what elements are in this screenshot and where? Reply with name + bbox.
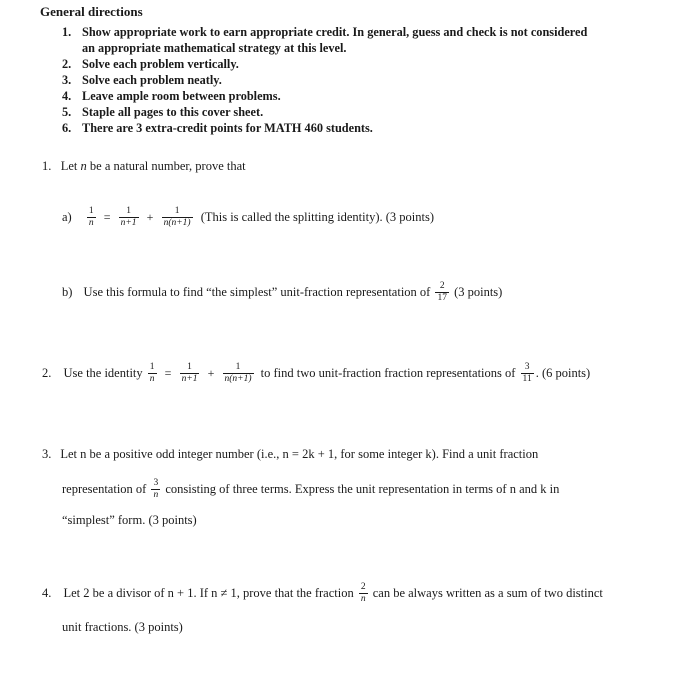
direction-item: 1. Show appropriate work to earn appropriate credit. In general, guess and check is not considered (62, 25, 588, 39)
fraction: $\frac{1}{n(n+1)}$ (163, 206, 191, 228)
page-heading: General directions (40, 4, 143, 19)
problem-4-line-2: unit fractions. (3 points) (62, 620, 183, 634)
problem-1b: b) Use this formula to find “the simplest” unit-fraction representation of $\frac{2}{17}$ (3 points) (62, 281, 503, 303)
problem-2: 2. Use the identity $\frac{1}{n}$ = $\frac{1}{n+1}$ + $\frac{1}{n(n+1)}$ to find two unit-fraction fraction representations of $\frac{3}{11}$ . (6 points) (42, 362, 591, 384)
direction-item: 4. Leave ample room between problems. (62, 89, 281, 103)
fraction: $\frac{1}{n}$ (88, 206, 94, 228)
fraction: $\frac{3}{11}$ (522, 362, 532, 384)
direction-item: 5. Staple all pages to this cover sheet. (62, 105, 264, 119)
fraction: $\frac{2}{n}$ (360, 582, 366, 604)
problem-3-line-2: representation of $\frac{3}{n}$ consisting of three terms. Express the unit representation in terms of n and k in (62, 478, 560, 500)
problem-4-line-1: 4. Let 2 be a divisor of n + 1. If n ≠ 1, prove that the fraction $\frac{2}{n}$ can be always written as a sum of two distinct (42, 582, 603, 604)
problem-3-line-1: 3. Let n be a positive odd integer number (i.e., n = 2k + 1, for some integer k). Find a unit fraction (42, 447, 539, 461)
fraction: $\frac{3}{n}$ (153, 478, 159, 500)
fraction: $\frac{2}{17}$ (437, 281, 447, 303)
direction-item: 3. Solve each problem neatly. (62, 73, 222, 87)
problem-1-intro: 1. Let n be a natural number, prove that (42, 159, 246, 173)
problem-1a: a) $\frac{1}{n}$ = $\frac{1}{n+1}$ + $\frac{1}{n(n+1)}$ (This is called the splitting identity). (3 points) (62, 206, 435, 228)
problem-3-line-3: “simplest” form. (3 points) (62, 513, 197, 527)
fraction: $\frac{1}{n(n+1)}$ (224, 362, 252, 384)
fraction: $\frac{1}{n+1}$ (181, 362, 198, 384)
fraction: $\frac{1}{n+1}$ (120, 206, 137, 228)
direction-item-continuation: an appropriate mathematical strategy at this level. (82, 41, 347, 55)
direction-item: 2. Solve each problem vertically. (62, 57, 239, 71)
direction-item: 6. There are 3 extra-credit points for MATH 460 students. (62, 121, 373, 135)
fraction: $\frac{1}{n}$ (149, 362, 155, 384)
